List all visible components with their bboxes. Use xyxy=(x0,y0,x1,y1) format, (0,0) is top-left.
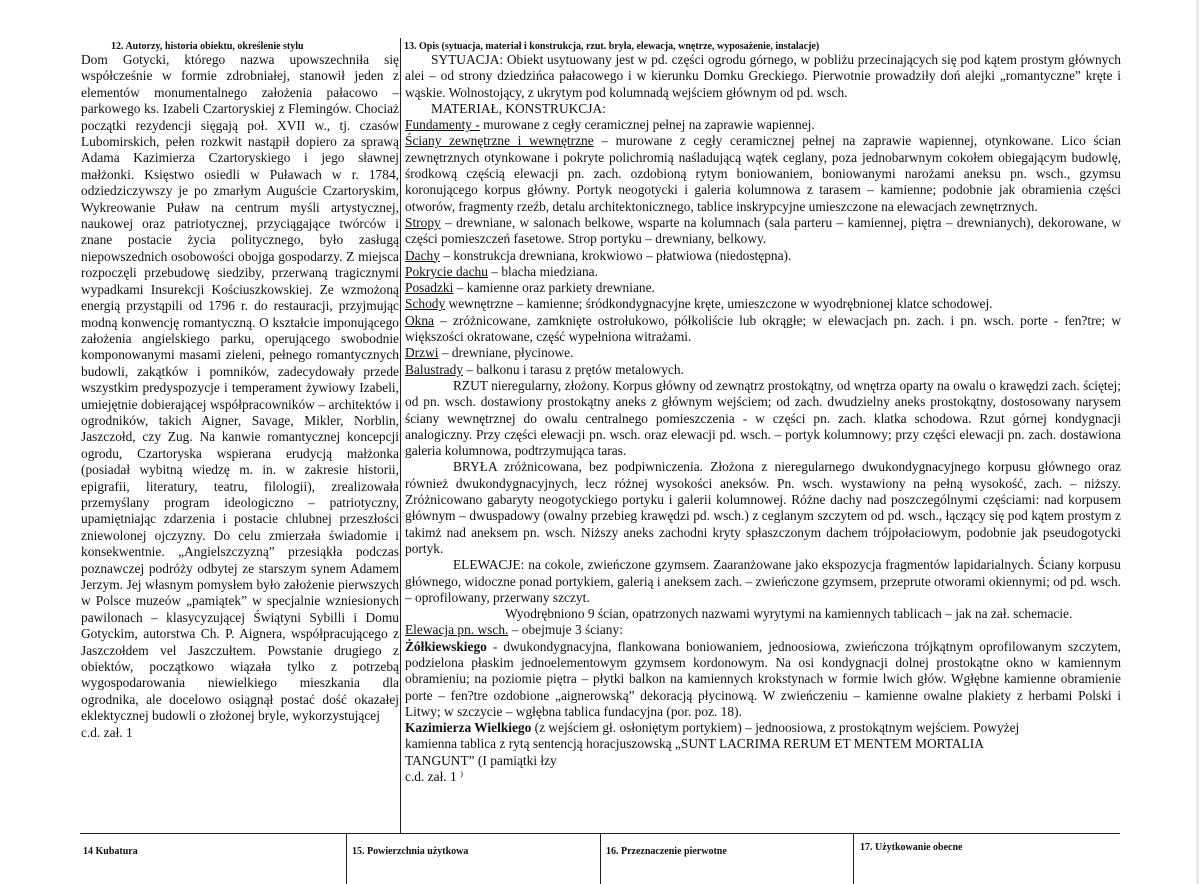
schody-text: wewnętrzne – kamienne; śródkondygnacyjne kręte, umieszczone w wyodrębnionej klatce schodowej. xyxy=(445,296,993,312)
elewacja-text: – obejmuje 3 ściany: xyxy=(508,622,623,638)
sciany-text: – murowane z cegły ceramicznej pełnej na zaprawie wapiennej, otynkowane. Lico ścian zewnętrznych otynkowane i pokryte polichromią naśladującą wątek ceglany, poza jednobarwnym cokołem obiegającym budowlę, środkową częścią elewacji pn. zach. ozdobioną rytym boniowaniem, boniowanymi narożami aneksu pn. wsch., gzymsu koronującego korpus główny. Portyk neogotycki i galeria kolumnowa z tarasem – kamienne; podobnie jak obramienia części otworów, fragmenty rzeźb, detalu architektonicznego, tablice inskrypcyjne umieszczone na elewacjach zewnętrznych. xyxy=(405,133,1121,214)
section-13-title: 13. Opis (sytuacja, materiał i konstrukcja, rzut. bryła, elewacja, wnętrze, wyposażenie, instalacje) xyxy=(404,41,820,52)
stropy-label: Stropy xyxy=(405,214,441,230)
dachy-text: – konstrukcja drewniana, krokwiowo – płatwiowa (niedostępna). xyxy=(439,247,792,263)
bryla-paragraph: BRYŁA zróżnicowana, bez podpiwniczenia. Złożona z nieregularnego dwukondygnacyjnego korpusu głównego oraz również dwukondygnacyjnych, lecz różnej wysokości aneksów. Pn. wsch. wystawiony na pełną wysokość, zach. – niższy. Zróżnicowano gabaryty neogotyckiego portyku i galerii kolumnowej. Różne dachy nad poszczególnymi częściami: nad korpusem głównym – dwuspadowy (owalny przebieg krawędzi pd. wsch.) z ceglanym szczytem od pd. wsch., łączący się pod kątem prostym z takimż nad aneksem pn. wsch. Niższy aneks zachodni kryty spłaszczonym dachem trójpołaciowym, podobnie jak pseudogotycki portyk. xyxy=(405,459,1121,556)
schody-paragraph xyxy=(405,296,1121,312)
section-12-title: 12. Autorzy, historia obiektu, określenie stylu xyxy=(111,41,304,52)
section-14-title: 14 Kubatura xyxy=(83,846,138,857)
section-13-content xyxy=(405,52,1121,785)
drzwi-text: – drewniane, płycinowe. xyxy=(438,345,574,361)
fundamenty-text: murowane z cegły ceramicznej pełnej na zaprawie wapiennej. xyxy=(479,117,815,133)
material-heading: MATERIAŁ, KONSTRUKCJA: xyxy=(431,100,606,116)
posadzki-text: – kamienne oraz parkiety drewniane. xyxy=(453,280,655,296)
okna-text: – zróżnicowane, zamknięte ostrołukowo, półkoliście lub okrągłe; w elewacjach pn. zach. i pn. wsch. porte - fen?tre; w większości okratowane, część wypełniona witrażami. xyxy=(405,312,1121,345)
sytuacja-paragraph: SYTUACJA: Obiekt usytuowany jest w pd. części ogrodu górnego, w pobliżu przecinających się pod kątem prostym głównych alei – od strony dziedzińca pałacowego i w kierunku Domku Greckiego. Pierwotnie prowadziły doń alejki „romantyczne” kręte i wąskie. Wolnostojący, z ukrytym pod kolumnadą wejściem głównym od pd. wsch. xyxy=(405,52,1121,100)
bottom-divider-3 xyxy=(853,833,854,884)
okna-paragraph xyxy=(405,313,1121,346)
continuation-note-left: c.d. zał. 1 xyxy=(81,724,133,740)
zolkiewskiego-text: - dwukondygnacyjna, flankowana boniowaniem, jednoosiowa, zwieńczona trójkątnym oprofilowanym szczytem, podzielona płaskim jednoelementowym gzymsem kordonowym. Na osi kondygnacji dolnej prostokątne okno w kamiennym obramieniu; na poziomie piętra – płytki balkon na kamiennych krokstynach w formie lwich głów. Wgłębne kamienne obramienie porte – fen?tre ozdobione „aignerowską” dekoracją płycinową. W zwieńczeniu – kamienne owalne plakiety z herbami Polski i Litwy; w szczycie – wgłębna tablica fundacyjna (por. poz. 18). xyxy=(405,638,1121,719)
okna-label: Okna xyxy=(405,312,435,328)
bottom-divider-2 xyxy=(600,833,601,884)
drzwi-label: Drzwi xyxy=(405,345,439,361)
elewacja-label: Elewacja pn. wsch. xyxy=(405,622,509,638)
balustrady-text: – balkonu i tarasu z prętów metalowych. xyxy=(463,361,684,377)
column-divider xyxy=(400,38,401,833)
posadzki-label: Posadzki xyxy=(405,280,454,296)
section-16-title: 16. Przeznaczenie pierwotne xyxy=(606,846,727,857)
fundamenty-label: Fundamenty - xyxy=(405,117,480,133)
kazimierza-label: Kazimierza Wielkiego xyxy=(405,720,532,736)
dachy-label: Dachy xyxy=(405,247,440,263)
zolkiewskiego-label: Żółkiewskiego xyxy=(405,638,487,654)
fundamenty-paragraph xyxy=(405,117,1121,133)
pokrycie-text: – blacha miedziana. xyxy=(487,263,598,279)
elewacje-paragraph: ELEWACJE: na cokole, zwieńczone gzymsem. Zaaranżowane jako ekspozycja fragmentów lapidarialnych. Ściany korpusu głównego, widoczne ponad portykiem, galerią i aneksem zach. – zwieńczone gzymsem, przeprute otworami okiennymi; od pd. wsch. – oprofilowany, przerwany szczyt. xyxy=(405,557,1121,605)
stropy-paragraph xyxy=(405,215,1121,248)
section-12-content xyxy=(81,52,399,741)
zolkiewskiego-paragraph xyxy=(405,639,1121,720)
posadzki-paragraph xyxy=(405,280,1121,296)
pokrycie-label: Pokrycie dachu xyxy=(405,263,488,279)
balustrady-label: Balustrady xyxy=(405,361,464,377)
kazimierza-paragraph xyxy=(405,720,1121,769)
rzut-paragraph: RZUT nieregularny, złożony. Korpus główny od zewnątrz prostokątny, od wnętrza oparty na owalu o krawędzi zach. ściętej; od pn. wsch. dostawiony prostokątny aneks z głównym wejściem; od zach. dwudzielny aneks prostokątny, dostosowany narysem ściany wewnętrznej do owalu centralnego pomieszczenia - w części pn. zach. klatka schodowa. Rzut górnej kondygnacji analogiczny. Przy części elewacji pn. wsch. oraz elewacji pd. wsch. – portyk kolumnowy; przy części elewacji pn. zach. dostawiona galeria kolumnowa, podtrzymująca taras. xyxy=(405,377,1121,459)
dachy-paragraph xyxy=(405,248,1121,264)
kazimierza-text: (z wejściem gł. osłoniętym portykiem) – jednoosiowa, z prostokątnym wejściem. Powyżej kamienna tablica z rytą sentencją horacjuszowską „SUNT LACRIMA RERUM ET MENTEM MORTALIA TANGUNT” (I pamiątki łzy xyxy=(405,720,1020,768)
bottom-divider-1 xyxy=(346,833,347,884)
drzwi-paragraph xyxy=(405,345,1121,361)
elewacja-pn-wsch-paragraph xyxy=(405,622,1121,638)
section-15-title: 15. Powierzchnia użytkowa xyxy=(352,846,469,857)
sciany-label: Ściany zewnętrzne i wewnętrzne xyxy=(405,133,594,149)
stropy-text: – drewniane, w salonach belkowe, wsparte na kolumnach (sala parteru – kamiennej, piętra – drewnianych), dekorowane, w części pomieszczeń fasetowe. Strop portyku – drewniany, belkowy. xyxy=(405,214,1121,247)
balustrady-paragraph xyxy=(405,362,1121,378)
schody-label: Schody xyxy=(405,296,446,312)
wyodrebniono-paragraph: Wyodrębniono 9 ścian, opatrzonych nazwami wyrytymi na kamiennych tablicach – jak na zał. schemacie. xyxy=(505,606,1073,622)
history-text: Dom Gotycki, którego nazwa upowszechniła się współcześnie w formie zdrobniałej, stanowił jeden z elementów monumentalnego założenia pałacowo – parkowego ks. Izabeli Czartoryskiej z Flemingów. Chociaż początki rezydencji sięgają poł. XVII w., tj. czasów Lubomirskich, pełen rozkwit nastąpił dopiero za sprawą Adama Kazimierza Czartoryskiego i jego sławnej małżonki. Księstwo osiedli w Puławach w r. 1784, odziedziczywszy je po zmarłym Auguście Czartoryskim, Wykreowanie Puław na centrum myśli artystycznej, naukowej oraz patriotycznej, przyciągające twórców i znane postacie życia politycznego, było zasługą niepowszednich osobowości obojga gospodarzy. Z miejsca rozpoczęli przebudowę siedziby, przerwaną tragicznymi wypadkami Insurekcji Kościuszkowskiej. Ze wzmożoną energią przystąpili od 1796 r. do restauracji, przyjmując modną konwencję romantyczną. O kształcie imponującego założenia angielskiego parku, operującego swobodnie komponowanymi masami zieleni, pełnego romantycznych budowli, zakątków i pomników, zadecydowały przede wszystkim predyspozycje i temperament żywiowy Izabeli, umiejętnie dobierającej współpracowników – architektów i ogrodników, takich Aigner, Savage, Mikler, Norblin, Jaszczołd, czy Zug. Na kanwie romantycznej koncepcji ogrodu, Czartoryska wspierana erudycją małżonka (posiadał wybitną wiedzę m. in. w zakresie historii, epigrafii, literatury, teatru, filologii), zrealizowała przemyślany program ideologiczno – patriotyczny, upamiętniając zdarzenia i postacie chlubnej przeszłości zniewolonej ojczyzny. Do celu zmierzała świadomie i konsekwentnie. „Angielszczyzną” przesiąkła podczas poznawczej podróży odbytej ze starszym synem Adamem Jerzym. Jej własnym pomysłem było założenie pierwszych w Polsce muzeów „pamiątek” w specjalnie wzniesionych pawilonach – klasycyzującej Świątyni Sybilli i Domu Gotyckim, autorstwa Ch. P. Aignera, współpracującego z Jaszczołdem vel Jaszczułtem. Powstanie drugiego z obiektów, początkowo wiązała tylko z potrzebą wygospodarowania niewielkiego mieszkania dla ogrodnika, ale docelowo osiągnął postać dość okazałej eklektycznej budowli o złożonej bryle, wykorzystującej xyxy=(81,52,399,724)
continuation-note-right: c.d. zał. 1 ⁾ xyxy=(405,769,464,785)
section-17-title: 17. Użytkowanie obecne xyxy=(860,842,963,853)
sciany-paragraph xyxy=(405,133,1121,214)
pokrycie-paragraph xyxy=(405,264,1121,280)
